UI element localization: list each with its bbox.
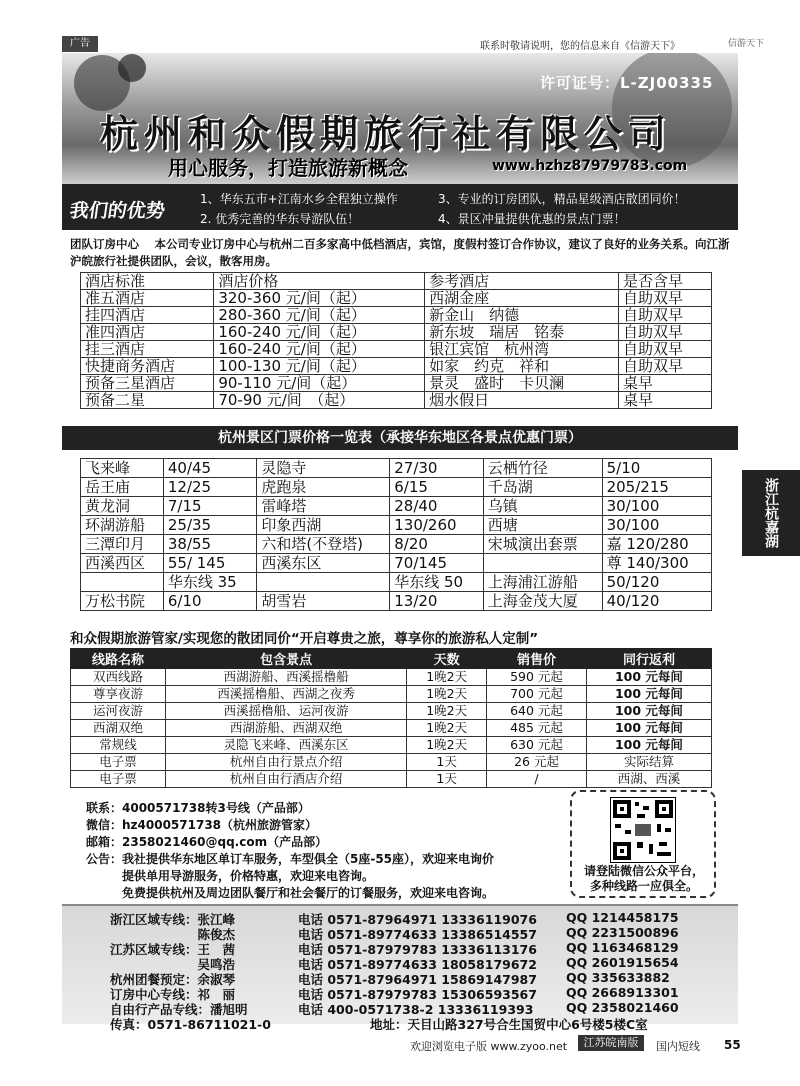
table-cell — [81, 573, 164, 592]
hotel-table — [80, 272, 712, 409]
line-contact-name: 江苏区域专线：王 茜 — [110, 942, 236, 957]
table-cell: 西湖金座 — [425, 290, 619, 307]
ticket-title: 杭州景区门票价格一览表（承接华东地区各景点优惠门票） — [62, 426, 738, 450]
table-row — [81, 497, 712, 516]
table-cell: 1天 — [407, 771, 487, 788]
table-cell: 1晚2天 — [407, 737, 487, 754]
table-row — [71, 703, 712, 720]
line-contact-name: 吴鸣浩 — [110, 957, 236, 972]
table-header: 包含景点 — [166, 649, 407, 669]
table-cell: 70-90 元/间 （起） — [214, 392, 425, 409]
footer-edition: 江苏皖南版 — [578, 1035, 644, 1051]
table-cell: 70/145 — [390, 554, 483, 573]
table-cell: 预备二星 — [81, 392, 214, 409]
table-cell: 38/55 — [163, 535, 256, 554]
table-cell: 双西线路 — [71, 669, 166, 686]
table-cell: 100 元每间 — [586, 686, 711, 703]
table-cell: 银江宾馆 杭州湾 — [425, 341, 619, 358]
table-cell — [483, 554, 602, 573]
line-contact-qq[interactable]: QQ 2668913301 — [566, 985, 679, 1000]
company-name: 杭州和众假期旅行社有限公司 — [100, 111, 673, 156]
table-cell: 运河夜游 — [71, 703, 166, 720]
line-contact-qq[interactable]: QQ 2358021460 — [566, 1000, 679, 1015]
advantage-item: 2. 优秀完善的华东导游队伍！ — [200, 212, 360, 226]
top-bar — [0, 0, 800, 52]
table-cell: 嘉 120/280 — [602, 535, 711, 554]
table-cell: 700 元起 — [487, 686, 587, 703]
table-row — [81, 375, 712, 392]
table-row — [71, 669, 712, 686]
table-row — [81, 341, 712, 358]
line-contact-qq[interactable]: QQ 2231500896 — [566, 925, 679, 940]
table-row — [71, 720, 712, 737]
table-row — [71, 737, 712, 754]
table-row — [81, 358, 712, 375]
table-cell: 快捷商务酒店 — [81, 358, 214, 375]
side-tab: 浙江杭嘉湖 — [742, 470, 800, 556]
table-row — [81, 392, 712, 409]
table-cell: 实际结算 — [586, 754, 711, 771]
table-cell: 准五酒店 — [81, 290, 214, 307]
line-contact-name: 杭州团餐预定：余淑琴 — [110, 972, 236, 987]
line-contact-name: 自由行产品专线：潘旭明 — [110, 1002, 248, 1017]
table-row — [81, 535, 712, 554]
table-cell: 上海浦江游船 — [483, 573, 602, 592]
table-header: 酒店标准 — [81, 273, 214, 290]
table-cell: 6/10 — [163, 592, 256, 611]
table-header: 销售价 — [487, 649, 587, 669]
source-note: 联系时敬请说明，您的信息来自《信游天下》 — [480, 41, 680, 52]
table-header: 天数 — [407, 649, 487, 669]
booking-center — [70, 236, 734, 270]
table-cell: 胡雪岩 — [257, 592, 390, 611]
table-cell: 100 元每间 — [586, 737, 711, 754]
table-cell: 自助双早 — [619, 324, 712, 341]
table-cell: 25/35 — [163, 516, 256, 535]
brand-mark: 信游天下 — [728, 39, 765, 49]
table-cell: 640 元起 — [487, 703, 587, 720]
table-cell: 千岛湖 — [483, 478, 602, 497]
table-cell: 乌镇 — [483, 497, 602, 516]
table-cell: 西塘 — [483, 516, 602, 535]
advantage-item: 4、景区冲量提供优惠的景点门票！ — [438, 212, 626, 226]
ticket-table — [80, 458, 712, 611]
footer-category: 国内短线 — [656, 1040, 700, 1053]
table-cell: 1天 — [407, 754, 487, 771]
table-cell: 西湖双绝 — [71, 720, 166, 737]
table-cell: 西溪摇橹船、运河夜游 — [166, 703, 407, 720]
qr-caption-line: 多种线路一应俱全。 — [589, 879, 698, 893]
table-cell: 西湖、西溪 — [586, 771, 711, 788]
table-cell: 西溪东区 — [257, 554, 390, 573]
table-cell: 如家 约克 祥和 — [425, 358, 619, 375]
table-cell: 景灵 盛时 卡贝澜 — [425, 375, 619, 392]
table-cell: 自助双早 — [619, 358, 712, 375]
ad-tag: 广告 — [62, 36, 98, 52]
table-cell: 40/45 — [163, 459, 256, 478]
table-cell: 1晚2天 — [407, 703, 487, 720]
table-cell: 40/120 — [602, 592, 711, 611]
slogan: 用心服务，打造旅游新概念 — [168, 156, 408, 180]
qr-code-icon[interactable] — [610, 797, 676, 863]
qr-caption-line: 请登陆微信公众平台， — [583, 864, 704, 878]
table-cell: 27/30 — [390, 459, 483, 478]
table-cell: 205/215 — [602, 478, 711, 497]
table-cell: 12/25 — [163, 478, 256, 497]
table-cell: 6/15 — [390, 478, 483, 497]
table-cell — [257, 573, 390, 592]
table-cell: 自助双早 — [619, 341, 712, 358]
contact-line: 公告：我社提供华东地区单订车服务，车型俱全（5座-55座），欢迎来电询价 — [86, 852, 495, 866]
table-cell: 灵隐飞来峰、西溪东区 — [166, 737, 407, 754]
table-cell: 挂三酒店 — [81, 341, 214, 358]
table-cell: 100-130 元/间（起） — [214, 358, 425, 375]
line-contact-name: 订房中心专线：祁 丽 — [110, 987, 236, 1002]
table-cell: 320-360 元/间（起） — [214, 290, 425, 307]
table-row — [71, 771, 712, 788]
table-cell: 50/120 — [602, 573, 711, 592]
table-cell: 28/40 — [390, 497, 483, 516]
table-cell: 挂四酒店 — [81, 307, 214, 324]
table-cell: 上海金茂大厦 — [483, 592, 602, 611]
contact-line: 免费提供杭州及周边团队餐厅和社会餐厅的订餐服务，欢迎来电咨询。 — [86, 886, 495, 900]
table-cell: 8/20 — [390, 535, 483, 554]
address: 地址：天目山路327号合生国贸中心6号楼5楼C室 — [370, 1017, 648, 1032]
table-cell: 雷峰塔 — [257, 497, 390, 516]
table-row — [81, 307, 712, 324]
table-cell: 预备三星酒店 — [81, 375, 214, 392]
qr-caption — [574, 864, 714, 894]
table-cell: 26 元起 — [487, 754, 587, 771]
route-table — [70, 648, 712, 788]
table-cell: 印象西湖 — [257, 516, 390, 535]
route-title: 和众假期旅游管家/实现您的散团同价“开启尊贵之旅，尊享你的旅游私人定制” — [70, 631, 539, 647]
table-cell: 常规线 — [71, 737, 166, 754]
table-cell: 西湖游船、西湖双绝 — [166, 720, 407, 737]
table-cell: 100 元每间 — [586, 669, 711, 686]
table-cell: 万松书院 — [81, 592, 164, 611]
table-cell: 160-240 元/间（起） — [214, 341, 425, 358]
table-cell: 灵隐寺 — [257, 459, 390, 478]
table-header: 同行返利 — [586, 649, 711, 669]
table-header: 线路名称 — [71, 649, 166, 669]
booking-center-text: 本公司专业订房中心与杭州二百多家高中低档酒店，宾馆，度假村签订合作协议，建议了良好的业务关系。向江浙沪皖旅行社提供团队，会议，散客用房。 — [70, 237, 730, 268]
table-cell: 630 元起 — [487, 737, 587, 754]
line-contact-phone[interactable]: 电话 0571-87979783 13336113176 — [298, 942, 537, 957]
table-cell: 90-110 元/间（起） — [214, 375, 425, 392]
table-cell: 岳王庙 — [81, 478, 164, 497]
table-cell: 1晚2天 — [407, 686, 487, 703]
table-row — [71, 754, 712, 771]
table-cell: 杭州自由行酒店介绍 — [166, 771, 407, 788]
table-cell: 485 元起 — [487, 720, 587, 737]
table-cell: 13/20 — [390, 592, 483, 611]
table-cell: 西溪摇橹船、西湖之夜秀 — [166, 686, 407, 703]
table-cell: 桌早 — [619, 375, 712, 392]
advantage-item: 3、专业的订房团队，精品星级酒店散团同价！ — [438, 192, 686, 206]
table-row — [81, 573, 712, 592]
contact-line[interactable]: 邮箱：2358021460@qq.com（产品部） — [86, 835, 328, 849]
line-contact-qq[interactable]: QQ 1163468129 — [566, 940, 679, 955]
line-contact-phone[interactable]: 电话 0571-89774633 18058179672 — [298, 957, 537, 972]
table-cell: 新金山 纳德 — [425, 307, 619, 324]
table-cell: 华东线 50 — [390, 573, 483, 592]
contact-info — [86, 800, 494, 902]
table-cell: 100 元每间 — [586, 720, 711, 737]
line-contact-phone[interactable]: 电话 0571-87964971 13336119076 — [298, 912, 537, 927]
footer-browse[interactable]: 欢迎浏览电子版 www.zyoo.net — [410, 1040, 568, 1053]
table-cell: 30/100 — [602, 516, 711, 535]
table-cell: 自助双早 — [619, 307, 712, 324]
table-header: 是否含早 — [619, 273, 712, 290]
advantage-item: 1、华东五市+江南水乡全程独立操作 — [200, 192, 398, 206]
line-contact-name: 陈俊杰 — [110, 927, 236, 942]
line-contact-phone[interactable]: 电话 0571-89774633 13386514557 — [298, 927, 537, 942]
line-contact-name: 浙江区域专线：张江峰 — [110, 912, 236, 927]
line-contact-phone[interactable]: 电话 0571-87964971 15869147987 — [298, 972, 537, 987]
line-contact-phone[interactable]: 电话 0571-87979783 15306593567 — [298, 987, 537, 1002]
table-cell: 桌早 — [619, 392, 712, 409]
table-cell: 宋城演出套票 — [483, 535, 602, 554]
table-cell: 尊享夜游 — [71, 686, 166, 703]
table-row — [71, 686, 712, 703]
table-cell: 55/ 145 — [163, 554, 256, 573]
table-cell: 华东线 35 — [163, 573, 256, 592]
contact-line: 提供单用导游服务，价格特惠，欢迎来电咨询。 — [86, 869, 375, 883]
line-contact-qq[interactable]: QQ 335633882 — [566, 970, 670, 985]
table-cell: 7/15 — [163, 497, 256, 516]
table-header: 酒店价格 — [214, 273, 425, 290]
table-cell: 1晚2天 — [407, 669, 487, 686]
table-cell: 电子票 — [71, 771, 166, 788]
table-cell: 130/260 — [390, 516, 483, 535]
contact-line: 微信：hz4000571738（杭州旅游管家） — [86, 818, 318, 832]
line-contact-qq[interactable]: QQ 1214458175 — [566, 910, 679, 925]
table-cell: / — [487, 771, 587, 788]
table-cell: 黄龙洞 — [81, 497, 164, 516]
table-cell: 三潭印月 — [81, 535, 164, 554]
advantages-title: 我们的优势 — [68, 200, 167, 222]
table-cell: 电子票 — [71, 754, 166, 771]
table-cell: 虎跑泉 — [257, 478, 390, 497]
table-cell: 280-360 元/间（起） — [214, 307, 425, 324]
table-cell: 西湖游船、西溪摇橹船 — [166, 669, 407, 686]
table-cell: 30/100 — [602, 497, 711, 516]
table-cell: 准四酒店 — [81, 324, 214, 341]
table-cell: 杭州自由行景点介绍 — [166, 754, 407, 771]
table-cell: 100 元每间 — [586, 703, 711, 720]
table-cell: 自助双早 — [619, 290, 712, 307]
page-number: 55 — [724, 1038, 741, 1052]
table-cell: 西溪西区 — [81, 554, 164, 573]
table-cell: 烟水假日 — [425, 392, 619, 409]
table-row — [81, 273, 712, 290]
line-contact-qq[interactable]: QQ 2601915654 — [566, 955, 679, 970]
table-cell: 环湖游船 — [81, 516, 164, 535]
table-header: 参考酒店 — [425, 273, 619, 290]
booking-center-label: 团队订房中心 — [70, 237, 139, 251]
table-cell: 新东坡 瑞居 铭泰 — [425, 324, 619, 341]
table-row — [81, 554, 712, 573]
table-row — [81, 459, 712, 478]
contact-line: 联系：4000571738转3号线（产品部） — [86, 801, 310, 815]
table-row — [81, 592, 712, 611]
table-cell: 1晚2天 — [407, 720, 487, 737]
table-row — [71, 649, 712, 669]
fax-number: 传真：0571-86711021-0 — [110, 1017, 271, 1032]
table-row — [81, 516, 712, 535]
table-cell: 飞来峰 — [81, 459, 164, 478]
table-cell: 六和塔(不登塔) — [257, 535, 390, 554]
license-number: 许可证号：L-ZJ00335 — [540, 74, 714, 92]
table-cell: 160-240 元/间（起） — [214, 324, 425, 341]
table-cell: 590 元起 — [487, 669, 587, 686]
table-cell: 5/10 — [602, 459, 711, 478]
table-row — [81, 290, 712, 307]
table-cell: 云栖竹径 — [483, 459, 602, 478]
table-cell: 尊 140/300 — [602, 554, 711, 573]
line-contact-phone[interactable]: 电话 400-0571738-2 13336119393 — [298, 1002, 534, 1017]
website-link[interactable]: www.hzhz87979783.com — [492, 158, 688, 174]
table-row — [81, 324, 712, 341]
table-row — [81, 478, 712, 497]
